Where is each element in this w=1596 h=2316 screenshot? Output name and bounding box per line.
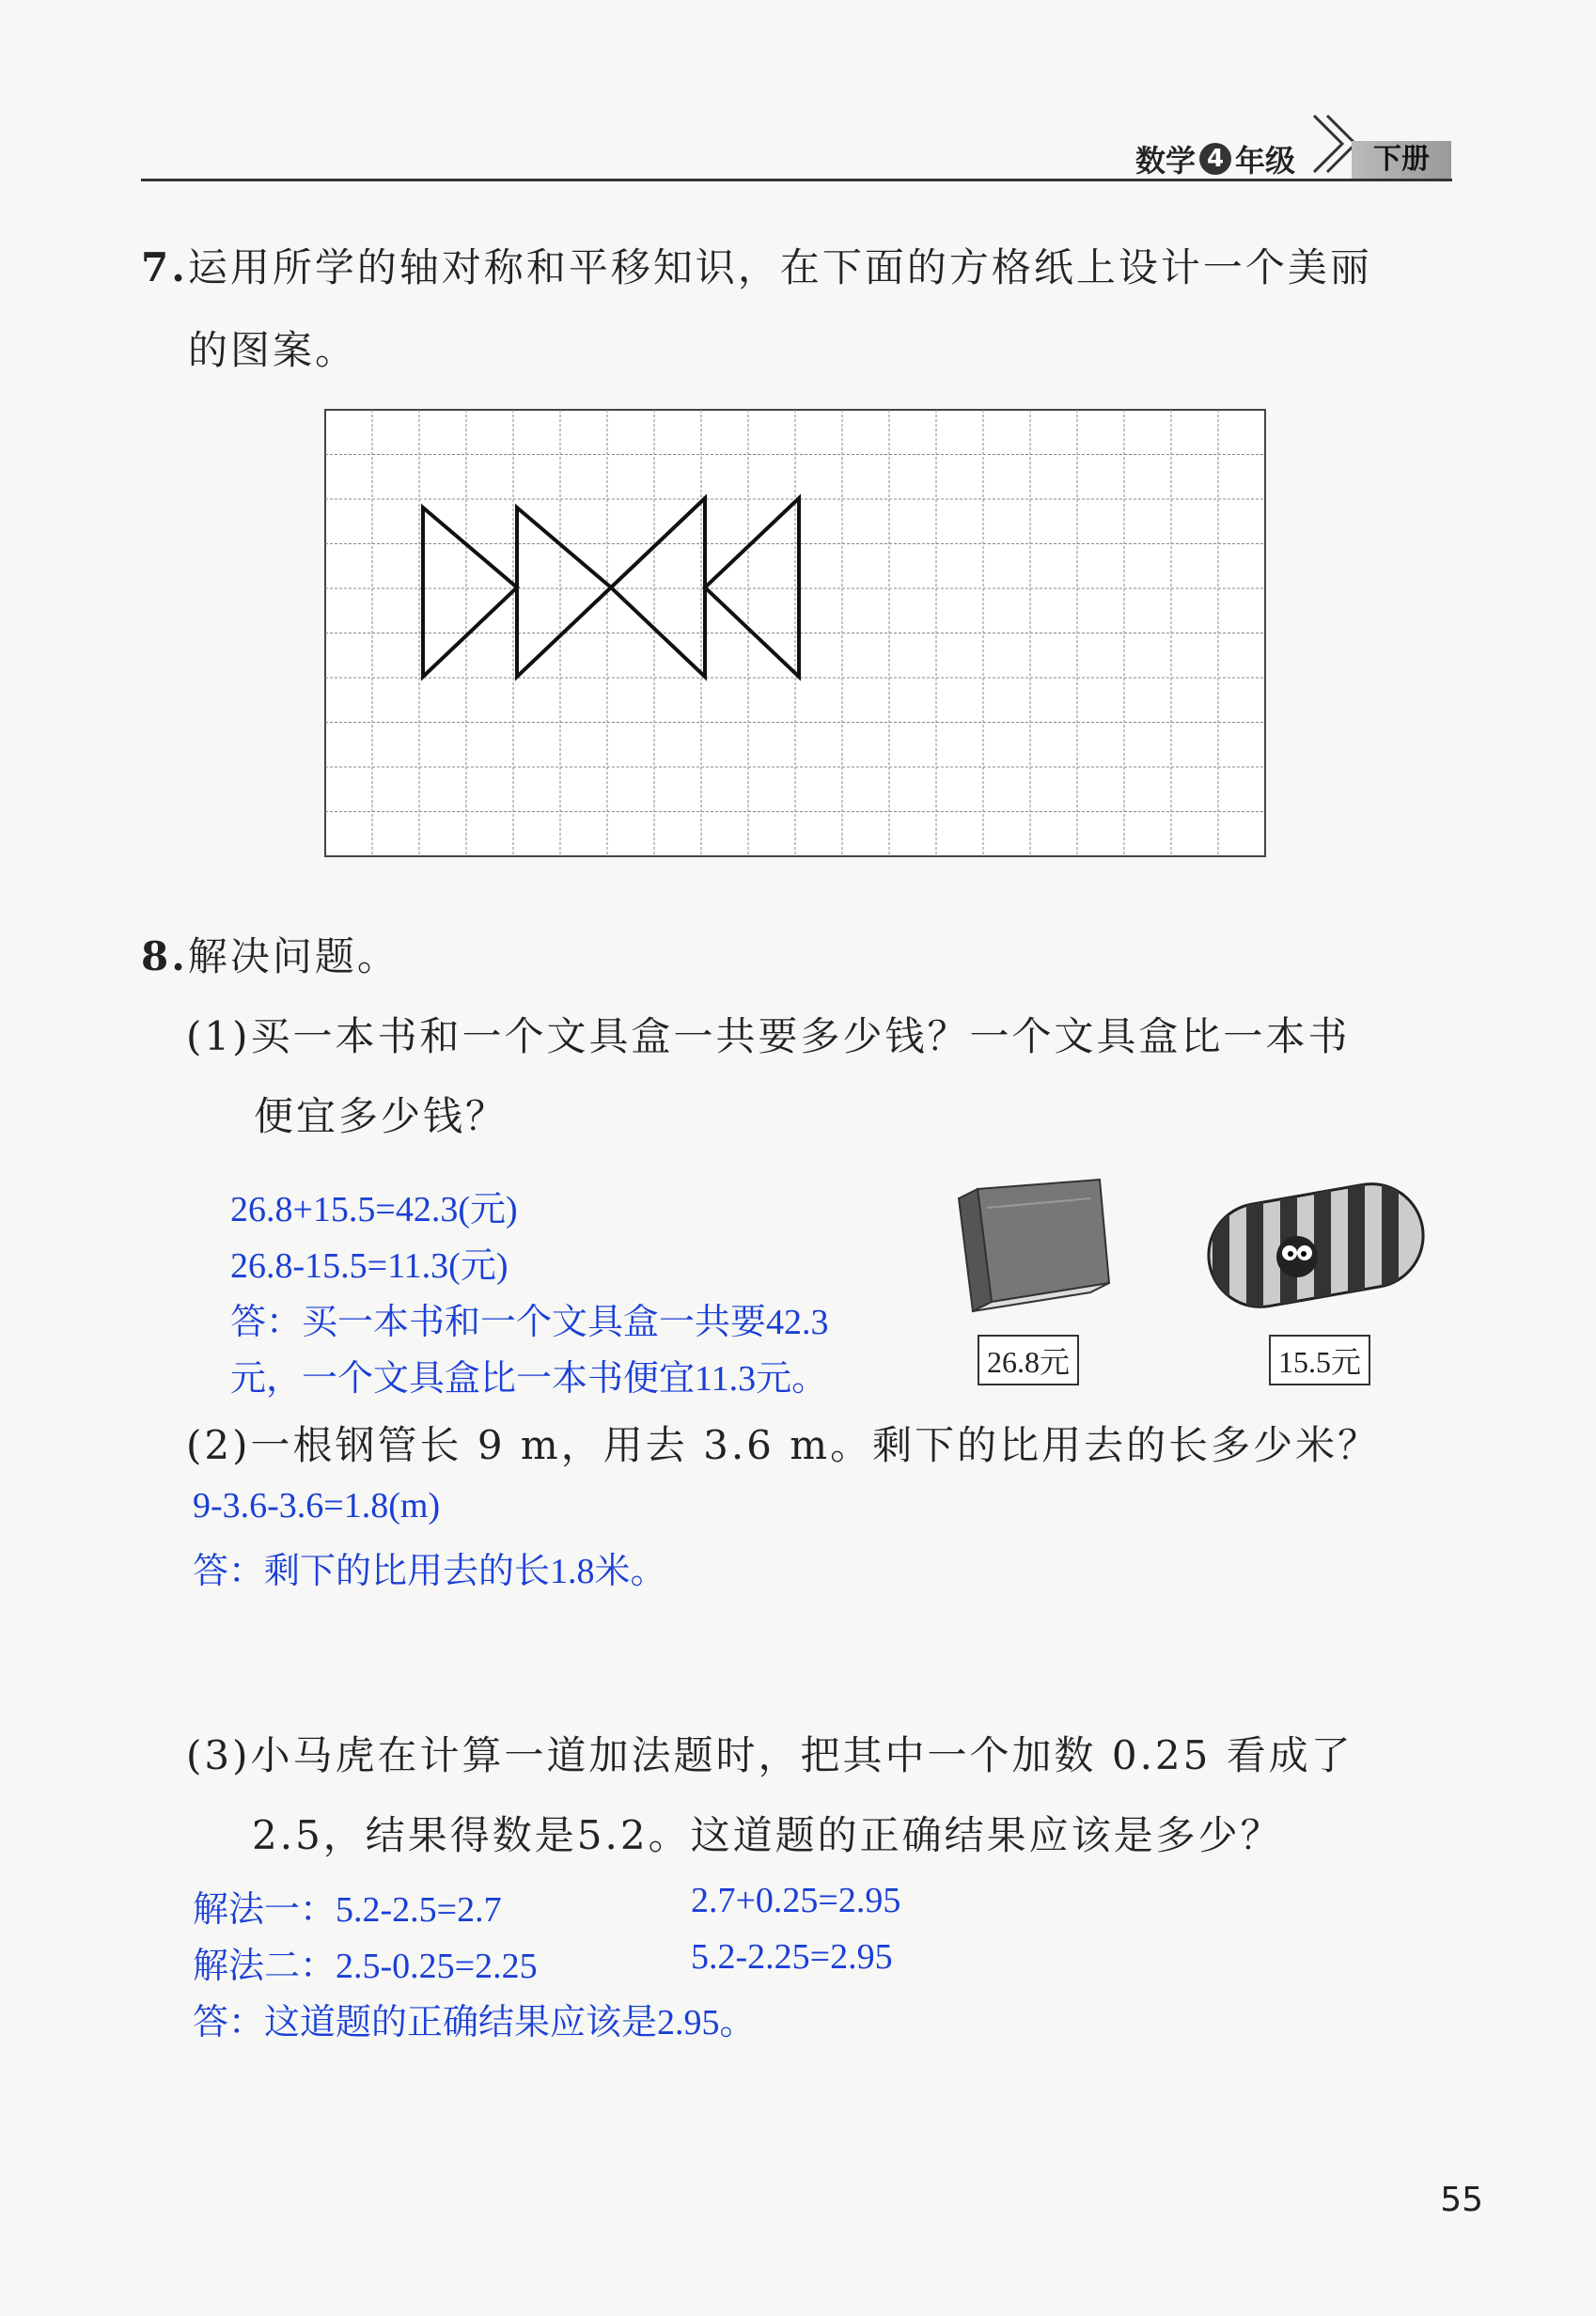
q8-p3-answer: 答：这道题的正确结果应该是2.95。	[193, 2003, 756, 2042]
book-icon	[949, 1170, 1119, 1316]
grade-label: 年级	[1234, 143, 1295, 179]
q8-p1-line1: (1)买一本书和一个文具盒一共要多少钱？一个文具盒比一本书	[186, 1013, 1351, 1059]
q8-p3-method2-step1: 解法二：2.5-0.25=2.25	[193, 1947, 538, 1986]
q8-p3-line1: (3)小马虎在计算一道加法题时，把其中一个加数 0.25 看成了	[186, 1732, 1353, 1778]
pencil-case-icon	[1203, 1180, 1429, 1311]
q8-p1-answer-4: 元，一个文具盒比一本书便宜11.3元。	[230, 1359, 828, 1399]
q8-p2-answer-2: 答：剩下的比用去的长1.8米。	[193, 1552, 666, 1591]
q7-text-line1: 运用所学的轴对称和平移知识，在下面的方格纸上设计一个美丽	[187, 244, 1372, 290]
q8-title: 解决问题。	[187, 933, 399, 979]
pencil-case-price-tag: 15.5元	[1269, 1335, 1370, 1385]
q8-p2-answer-1: 9-3.6-3.6=1.8(m)	[193, 1486, 441, 1526]
subject-label: 数学	[1134, 143, 1196, 179]
q8-p1-answer-2: 26.8-15.5=11.3(元)	[230, 1246, 509, 1286]
q7-number: 7.	[141, 244, 188, 290]
q7-line1	[141, 237, 1372, 293]
q8-p1-line2: 便宜多少钱？	[254, 1093, 509, 1139]
header-title	[1135, 137, 1295, 180]
q7-text-line2: 的图案。	[188, 327, 358, 373]
grid-paper	[324, 409, 1274, 860]
q8-p2-line1: (2)一根钢管长 9 m，用去 3.6 m。剩下的比用去的长多少米？	[186, 1422, 1381, 1468]
page-number: 55	[1440, 2181, 1483, 2219]
q8-p3-method2-step2: 5.2-2.25=2.95	[691, 1937, 893, 1977]
q8-p1-answer-1: 26.8+15.5=42.3(元)	[230, 1190, 518, 1229]
q8-p3-method1-step2: 2.7+0.25=2.95	[691, 1881, 901, 1920]
header-divider	[141, 179, 1452, 181]
q8-p1-answer-3: 答：买一本书和一个文具盒一共要42.3	[230, 1303, 829, 1342]
book-price-tag: 26.8元	[978, 1335, 1079, 1385]
q8-p3-method1-step1: 解法一：5.2-2.5=2.7	[193, 1890, 502, 1930]
grade-badge: 4	[1199, 143, 1231, 175]
q8-p3-line2: 2.5，结果得数是5.2。这道题的正确结果应该是多少？	[252, 1812, 1283, 1858]
q8-heading	[141, 926, 399, 982]
q8-number: 8.	[141, 933, 188, 979]
volume-tab: 下册	[1352, 141, 1451, 179]
